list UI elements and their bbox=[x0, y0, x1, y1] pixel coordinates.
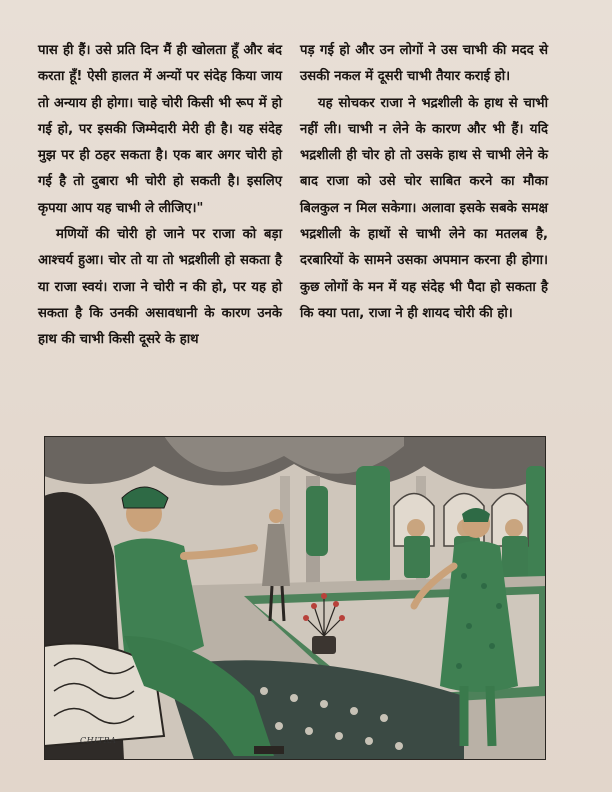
left-paragraph-1: पास ही हैं। उसे प्रति दिन मैं ही खोलता हूँ और बंद करता हूँ! ऐसी हालत में अन्यों पर संदेह किया जाय तो अन्याय ही होगा। चाहे चोरी किसी भी रूप में हो गई हो, पर इसकी जिम्मेदारी मेरी ही है। यह संदेह मुझ पर ही ठहर सकता है। एक बार अगर चोरी हो गई है तो दुबारा भी चोरी हो सकती है। इसलिए कृपया आप यह चाभी ले लीजिए।" bbox=[38, 43, 282, 216]
right-paragraph-1: पड़ गई हो और उन लोगों ने उस चाभी की मदद से उसकी नकल में दूसरी चाभी तैयार कराई हो। bbox=[300, 43, 548, 85]
right-paragraph-2: यह सोचकर राजा ने भद्रशीली के हाथ से चाभी नहीं ली। चाभी न लेने के कारण और भी हैं। यदि भद्रशीली ही चोर हो तो उसके हाथ से चाभी लेने के बाद राजा को उसे चोर साबित करने का मौका बिलकुल न मिल सकेगा। अलावा इसके सबके समक्ष भद्रशीली के हाथों से चाभी लेने का मतलब है, दरबारियों के सामने उसका अपमान करना ही होगा। कुछ लोगों के मन में यह संदेह भी पैदा हो सकता है कि क्या पता, राजा ने ही शायद चोरी की हो। bbox=[300, 95, 548, 321]
left-text-column bbox=[38, 38, 282, 354]
left-paragraph-2: मणियों की चोरी हो जाने पर राजा को बड़ा आश्चर्य हुआ। चोर तो या तो भद्रशीली हो सकता है या राजा स्वयं। राजा ने चोरी न की हो, पर यह हो सकता है कि उनकी असावधानी के कारण उनके हाथ की चाभी किसी दूसरे के हाथ bbox=[38, 227, 282, 348]
artist-signature: CHITRA bbox=[80, 736, 117, 745]
court-scene-illustration bbox=[44, 436, 546, 760]
right-text-column bbox=[300, 38, 548, 327]
court-scene-drawing bbox=[44, 436, 546, 760]
